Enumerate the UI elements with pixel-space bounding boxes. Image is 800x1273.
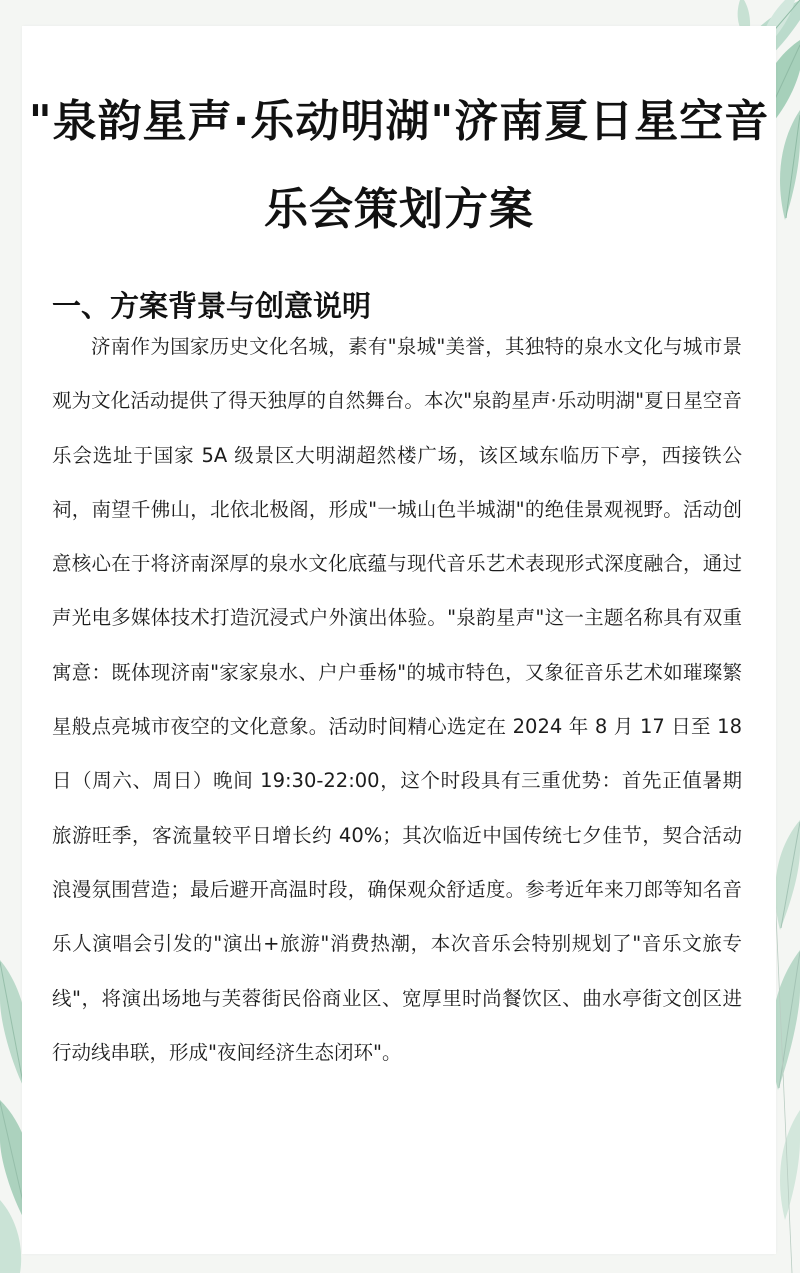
body-paragraph: 济南作为国家历史文化名城，素有"泉城"美誉，其独特的泉水文化与城市景观为文化活动提供了得天独厚的自然舞台。本次"泉韵星声·乐动明湖"夏日星空音乐会选址于国家 5A 级景区大明湖超然楼广场，该区域东临历下亭，西接铁公祠，南望千佛山，北依北极阁，形成"一城山色半城湖"的绝佳景观视野。活动创意核心在于将济南深厚的泉水文化底蕴与现代音乐艺术表现形式深度融合，通过声光电多媒体技术打造沉浸式户外演出体验。"泉韵星声"这一主题名称具有双重寓意：既体现济南"家家泉水、户户垂杨"的城市特色，又象征音乐艺术如璀璨繁星般点亮城市夜空的文化意象。活动时间精心选定在 2024 年 8 月 17 日至 18 日（周六、周日）晚间 19:30-22:00，这个时段具有三重优势：首先正值暑期旅游旺季，客流量较平日增长约 40%；其次临近中国传统七夕佳节，契合活动浪漫氛围营造；最后避开高温时段，确保观众舒适度。参考近年来刀郎等知名音乐人演唱会引发的"演出+旅游"消费热潮，本次音乐会特别规划了"音乐文旅专线"，将演出场地与芙蓉街民俗商业区、宽厚里时尚餐饮区、曲水亭街文创区进行动线串联，形成"夜间经济生态闭环"。 xyxy=(52,335,742,1064)
section-heading: 一、方案背景与创意说明 xyxy=(52,289,372,323)
document-page xyxy=(22,26,776,1254)
document-title: "泉韵星声·乐动明湖"济南夏日星空音乐会策划方案 xyxy=(28,96,770,235)
